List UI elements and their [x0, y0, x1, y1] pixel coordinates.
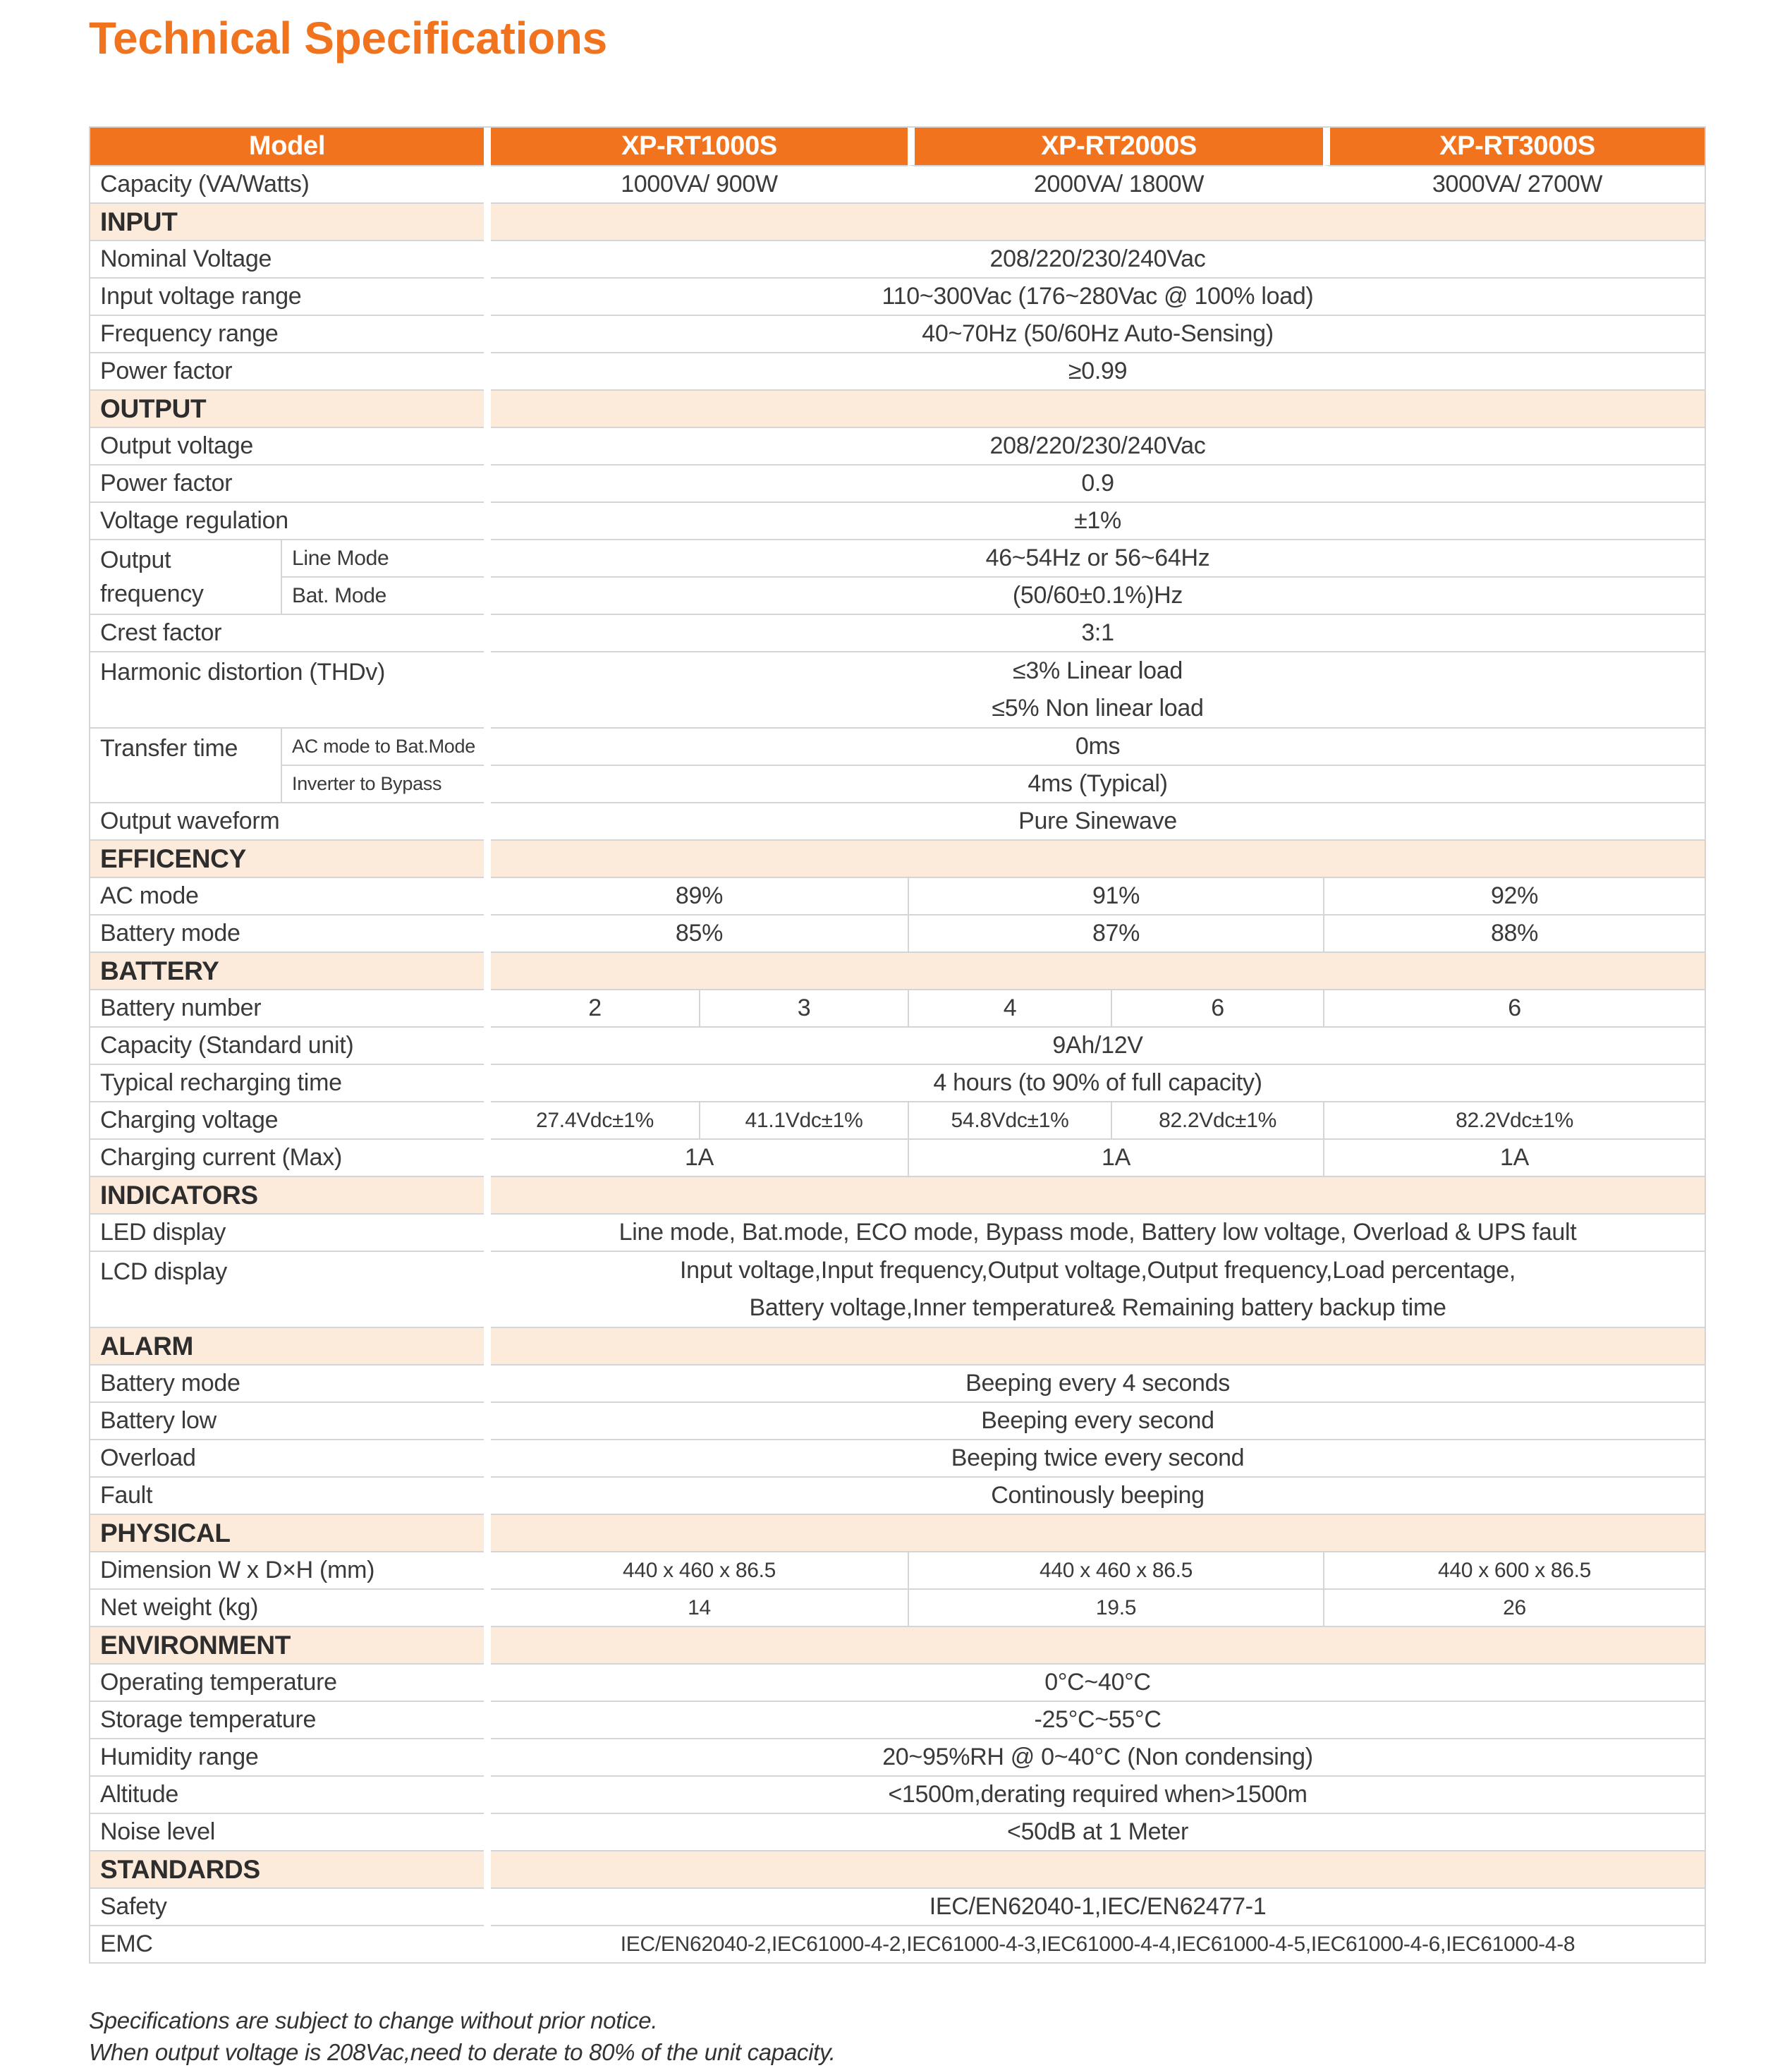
section-standards [90, 1850, 1705, 1887]
lcd-display-value [491, 1251, 1705, 1327]
input-voltage-range-value: 110~300Vac (176~280Vac @ 100% load) [491, 277, 1705, 315]
gutter [484, 389, 491, 427]
gutter [484, 1775, 491, 1813]
recharging-time-row [90, 1064, 1705, 1101]
section-environment-title: ENVIRONMENT [90, 1626, 484, 1663]
output-frequency-label: Output frequency [90, 539, 281, 614]
gutter [484, 202, 491, 240]
capacity-label: Capacity (VA/Watts) [90, 165, 484, 202]
charging-voltage-value-2: 41.1Vdc±1% [699, 1101, 908, 1138]
output-frequency-line-row [90, 539, 1705, 576]
alarm-overload-value: Beeping twice every second [491, 1439, 1705, 1476]
section-output-band [491, 389, 1705, 427]
gutter [484, 914, 491, 951]
net-weight-value-3: 26 [1323, 1588, 1705, 1626]
lcd-line-1: Input voltage,Input frequency,Output voltage,Output frequency,Load percentage, [679, 1257, 1516, 1284]
led-display-row [90, 1213, 1705, 1251]
battery-number-row [90, 989, 1705, 1026]
ac-to-bat-label: AC mode to Bat.Mode [281, 727, 484, 765]
alarm-battery-mode-label: Battery mode [90, 1364, 484, 1401]
charging-current-value-3: 1A [1323, 1138, 1705, 1176]
input-voltage-range-label: Input voltage range [90, 277, 484, 315]
crest-factor-row [90, 614, 1705, 651]
transfer-time-ac-row [90, 727, 1705, 765]
gutter [484, 1064, 491, 1101]
gutter [484, 989, 491, 1026]
gutter [484, 877, 491, 914]
transfer-time-bypass-row [90, 765, 1705, 802]
humidity-range-row [90, 1738, 1705, 1775]
dimension-value-2: 440 x 460 x 86.5 [908, 1551, 1323, 1588]
alarm-fault-row [90, 1476, 1705, 1514]
gutter [484, 651, 491, 727]
header-row [90, 128, 1705, 165]
section-battery [90, 951, 1705, 989]
section-efficiency [90, 839, 1705, 877]
transfer-time-label: Transfer time [90, 727, 281, 802]
section-standards-band [491, 1850, 1705, 1887]
output-voltage-value: 208/220/230/240Vac [491, 427, 1705, 464]
voltage-regulation-value: ±1% [491, 501, 1705, 539]
gutter [484, 839, 491, 877]
gutter [484, 539, 491, 576]
alarm-overload-label: Overload [90, 1439, 484, 1476]
output-power-factor-row [90, 464, 1705, 501]
capacity-row [90, 165, 1705, 202]
frequency-range-value: 40~70Hz (50/60Hz Auto-Sensing) [491, 315, 1705, 352]
charging-voltage-value-3: 54.8Vdc±1% [908, 1101, 1111, 1138]
gutter [484, 1813, 491, 1850]
gutter [484, 128, 491, 165]
lcd-display-row [90, 1251, 1705, 1327]
section-battery-band [491, 951, 1705, 989]
battery-mode-eff-value-3: 88% [1323, 914, 1705, 951]
section-output-title: OUTPUT [90, 389, 484, 427]
storage-temperature-value: -25°C~55°C [491, 1701, 1705, 1738]
gutter [484, 1626, 491, 1663]
net-weight-row [90, 1588, 1705, 1626]
battery-number-value-3: 4 [908, 989, 1111, 1026]
battery-mode-eff-value-1: 85% [491, 914, 908, 951]
dimension-label: Dimension W x D×H (mm) [90, 1551, 484, 1588]
footnote-2: When output voltage is 208Vac,need to derate to 80% of the unit capacity. [89, 2039, 836, 2065]
gutter [484, 576, 491, 614]
frequency-range-row [90, 315, 1705, 352]
section-alarm-band [491, 1327, 1705, 1364]
altitude-value: <1500m,derating required when>1500m [491, 1775, 1705, 1813]
output-waveform-value: Pure Sinewave [491, 802, 1705, 839]
altitude-row [90, 1775, 1705, 1813]
gutter [484, 1138, 491, 1176]
header-model-1: XP-RT1000S [491, 128, 908, 165]
harmonic-distortion-value [491, 651, 1705, 727]
gutter [484, 1663, 491, 1701]
section-alarm [90, 1327, 1705, 1364]
battery-number-value-1: 2 [491, 989, 699, 1026]
noise-level-value: <50dB at 1 Meter [491, 1813, 1705, 1850]
gutter [484, 765, 491, 802]
header-model-3: XP-RT3000S [1323, 128, 1705, 165]
led-display-label: LED display [90, 1213, 484, 1251]
alarm-battery-low-label: Battery low [90, 1401, 484, 1439]
harmonic-distortion-row [90, 651, 1705, 727]
gutter [484, 1327, 491, 1364]
capacity-standard-value: 9Ah/12V [491, 1026, 1705, 1064]
charging-voltage-label: Charging voltage [90, 1101, 484, 1138]
charging-voltage-value-4: 82.2Vdc±1% [1111, 1101, 1323, 1138]
gutter [484, 427, 491, 464]
output-frequency-bat-row [90, 576, 1705, 614]
net-weight-label: Net weight (kg) [90, 1588, 484, 1626]
crest-factor-label: Crest factor [90, 614, 484, 651]
charging-current-row [90, 1138, 1705, 1176]
dimension-value-3: 440 x 600 x 86.5 [1323, 1551, 1705, 1588]
recharging-time-label: Typical recharging time [90, 1064, 484, 1101]
gutter [484, 240, 491, 277]
gutter [484, 1925, 491, 1962]
recharging-time-value: 4 hours (to 90% of full capacity) [491, 1064, 1705, 1101]
capacity-standard-row [90, 1026, 1705, 1064]
bat-mode-label: Bat. Mode [281, 576, 484, 614]
ac-to-bat-value: 0ms [491, 727, 1705, 765]
humidity-range-label: Humidity range [90, 1738, 484, 1775]
net-weight-value-2: 19.5 [908, 1588, 1323, 1626]
section-indicators-title: INDICATORS [90, 1176, 484, 1213]
alarm-fault-value: Continously beeping [491, 1476, 1705, 1514]
noise-level-row [90, 1813, 1705, 1850]
battery-number-value-5: 6 [1323, 989, 1705, 1026]
gutter [484, 802, 491, 839]
emc-value: IEC/EN62040-2,IEC61000-4-2,IEC61000-4-3,IEC61000-4-4,IEC61000-4-5,IEC61000-4-6,IEC61000-4-8 [491, 1925, 1705, 1962]
gutter [484, 614, 491, 651]
operating-temperature-label: Operating temperature [90, 1663, 484, 1701]
gutter [484, 352, 491, 389]
nominal-voltage-label: Nominal Voltage [90, 240, 484, 277]
bat-mode-value: (50/60±0.1%)Hz [491, 576, 1705, 614]
gutter [484, 1476, 491, 1514]
section-efficiency-band [491, 839, 1705, 877]
alarm-fault-label: Fault [90, 1476, 484, 1514]
led-display-value: Line mode, Bat.mode, ECO mode, Bypass mode, Battery low voltage, Overload & UPS fault [491, 1213, 1705, 1251]
gutter [484, 277, 491, 315]
section-indicators-band [491, 1176, 1705, 1213]
operating-temperature-value: 0°C~40°C [491, 1663, 1705, 1701]
charging-voltage-value-5: 82.2Vdc±1% [1323, 1101, 1705, 1138]
input-power-factor-row [90, 352, 1705, 389]
line-mode-value: 46~54Hz or 56~64Hz [491, 539, 1705, 576]
page-title: Technical Specifications [89, 13, 607, 63]
gutter [484, 1213, 491, 1251]
frequency-range-label: Frequency range [90, 315, 484, 352]
charging-current-value-1: 1A [491, 1138, 908, 1176]
battery-mode-eff-value-2: 87% [908, 914, 1323, 951]
charging-voltage-row [90, 1101, 1705, 1138]
harmonic-line-2: ≤5% Non linear load [992, 695, 1204, 722]
alarm-battery-low-value: Beeping every second [491, 1401, 1705, 1439]
output-waveform-row [90, 802, 1705, 839]
section-standards-title: STANDARDS [90, 1850, 484, 1887]
section-output [90, 389, 1705, 427]
charging-current-label: Charging current (Max) [90, 1138, 484, 1176]
storage-temperature-row [90, 1701, 1705, 1738]
gutter [484, 464, 491, 501]
net-weight-value-1: 14 [491, 1588, 908, 1626]
inverter-to-bypass-value: 4ms (Typical) [491, 765, 1705, 802]
gutter [484, 1401, 491, 1439]
output-power-factor-value: 0.9 [491, 464, 1705, 501]
alarm-battery-low-row [90, 1401, 1705, 1439]
section-efficiency-title: EFFICENCY [90, 839, 484, 877]
safety-row [90, 1887, 1705, 1925]
capacity-value-2: 2000VA/ 1800W [908, 165, 1323, 202]
gutter [484, 1364, 491, 1401]
inverter-to-bypass-label: Inverter to Bypass [281, 765, 484, 802]
gutter [484, 727, 491, 765]
input-power-factor-label: Power factor [90, 352, 484, 389]
footnotes [89, 2005, 1792, 2068]
section-environment-band [491, 1626, 1705, 1663]
charging-voltage-value-1: 27.4Vdc±1% [491, 1101, 699, 1138]
lcd-line-2: Battery voltage,Inner temperature& Remaining battery backup time [749, 1294, 1446, 1321]
ac-mode-value-2: 91% [908, 877, 1323, 914]
operating-temperature-row [90, 1663, 1705, 1701]
capacity-standard-label: Capacity (Standard unit) [90, 1026, 484, 1064]
output-waveform-label: Output waveform [90, 802, 484, 839]
dimension-row [90, 1551, 1705, 1588]
alarm-battery-mode-value: Beeping every 4 seconds [491, 1364, 1705, 1401]
altitude-label: Altitude [90, 1775, 484, 1813]
battery-number-value-2: 3 [699, 989, 908, 1026]
battery-mode-eff-label: Battery mode [90, 914, 484, 951]
humidity-range-value: 20~95%RH @ 0~40°C (Non condensing) [491, 1738, 1705, 1775]
battery-mode-eff-row [90, 914, 1705, 951]
section-input-band [491, 202, 1705, 240]
storage-temperature-label: Storage temperature [90, 1701, 484, 1738]
section-indicators [90, 1176, 1705, 1213]
section-environment [90, 1626, 1705, 1663]
nominal-voltage-value: 208/220/230/240Vac [491, 240, 1705, 277]
spec-table [89, 126, 1706, 1964]
emc-label: EMC [90, 1925, 484, 1962]
gutter [484, 1701, 491, 1738]
header-model-2: XP-RT2000S [908, 128, 1323, 165]
gutter [484, 1026, 491, 1064]
emc-row [90, 1925, 1705, 1962]
harmonic-line-1: ≤3% Linear load [1013, 657, 1183, 684]
gutter [484, 1588, 491, 1626]
harmonic-distortion-label: Harmonic distortion (THDv) [90, 651, 484, 727]
input-power-factor-value: ≥0.99 [491, 352, 1705, 389]
ac-mode-value-1: 89% [491, 877, 908, 914]
crest-factor-value: 3:1 [491, 614, 1705, 651]
gutter [484, 951, 491, 989]
battery-number-label: Battery number [90, 989, 484, 1026]
output-power-factor-label: Power factor [90, 464, 484, 501]
section-physical-band [491, 1514, 1705, 1551]
gutter [484, 1251, 491, 1327]
ac-mode-row [90, 877, 1705, 914]
battery-number-value-4: 6 [1111, 989, 1323, 1026]
voltage-regulation-row [90, 501, 1705, 539]
gutter [484, 1738, 491, 1775]
ac-mode-value-3: 92% [1323, 877, 1705, 914]
noise-level-label: Noise level [90, 1813, 484, 1850]
alarm-battery-mode-row [90, 1364, 1705, 1401]
gutter [484, 501, 491, 539]
section-input [90, 202, 1705, 240]
lcd-display-label: LCD display [90, 1251, 484, 1327]
safety-label: Safety [90, 1887, 484, 1925]
gutter [484, 1176, 491, 1213]
capacity-value-3: 3000VA/ 2700W [1323, 165, 1705, 202]
nominal-voltage-row [90, 240, 1705, 277]
header-model-cell: Model [90, 128, 484, 165]
gutter [484, 1439, 491, 1476]
gutter [484, 1551, 491, 1588]
dimension-value-1: 440 x 460 x 86.5 [491, 1551, 908, 1588]
section-physical-title: PHYSICAL [90, 1514, 484, 1551]
output-voltage-label: Output voltage [90, 427, 484, 464]
line-mode-label: Line Mode [281, 539, 484, 576]
ac-mode-label: AC mode [90, 877, 484, 914]
section-physical [90, 1514, 1705, 1551]
footnote-1: Specifications are subject to change without prior notice. [89, 2007, 658, 2033]
charging-current-value-2: 1A [908, 1138, 1323, 1176]
gutter [484, 1887, 491, 1925]
gutter [484, 1101, 491, 1138]
gutter [484, 315, 491, 352]
gutter [484, 165, 491, 202]
alarm-overload-row [90, 1439, 1705, 1476]
safety-value: IEC/EN62040-1,IEC/EN62477-1 [491, 1887, 1705, 1925]
capacity-value-1: 1000VA/ 900W [491, 165, 908, 202]
gutter [484, 1850, 491, 1887]
section-alarm-title: ALARM [90, 1327, 484, 1364]
section-battery-title: BATTERY [90, 951, 484, 989]
input-voltage-range-row [90, 277, 1705, 315]
section-input-title: INPUT [90, 202, 484, 240]
output-voltage-row [90, 427, 1705, 464]
voltage-regulation-label: Voltage regulation [90, 501, 484, 539]
gutter [484, 1514, 491, 1551]
